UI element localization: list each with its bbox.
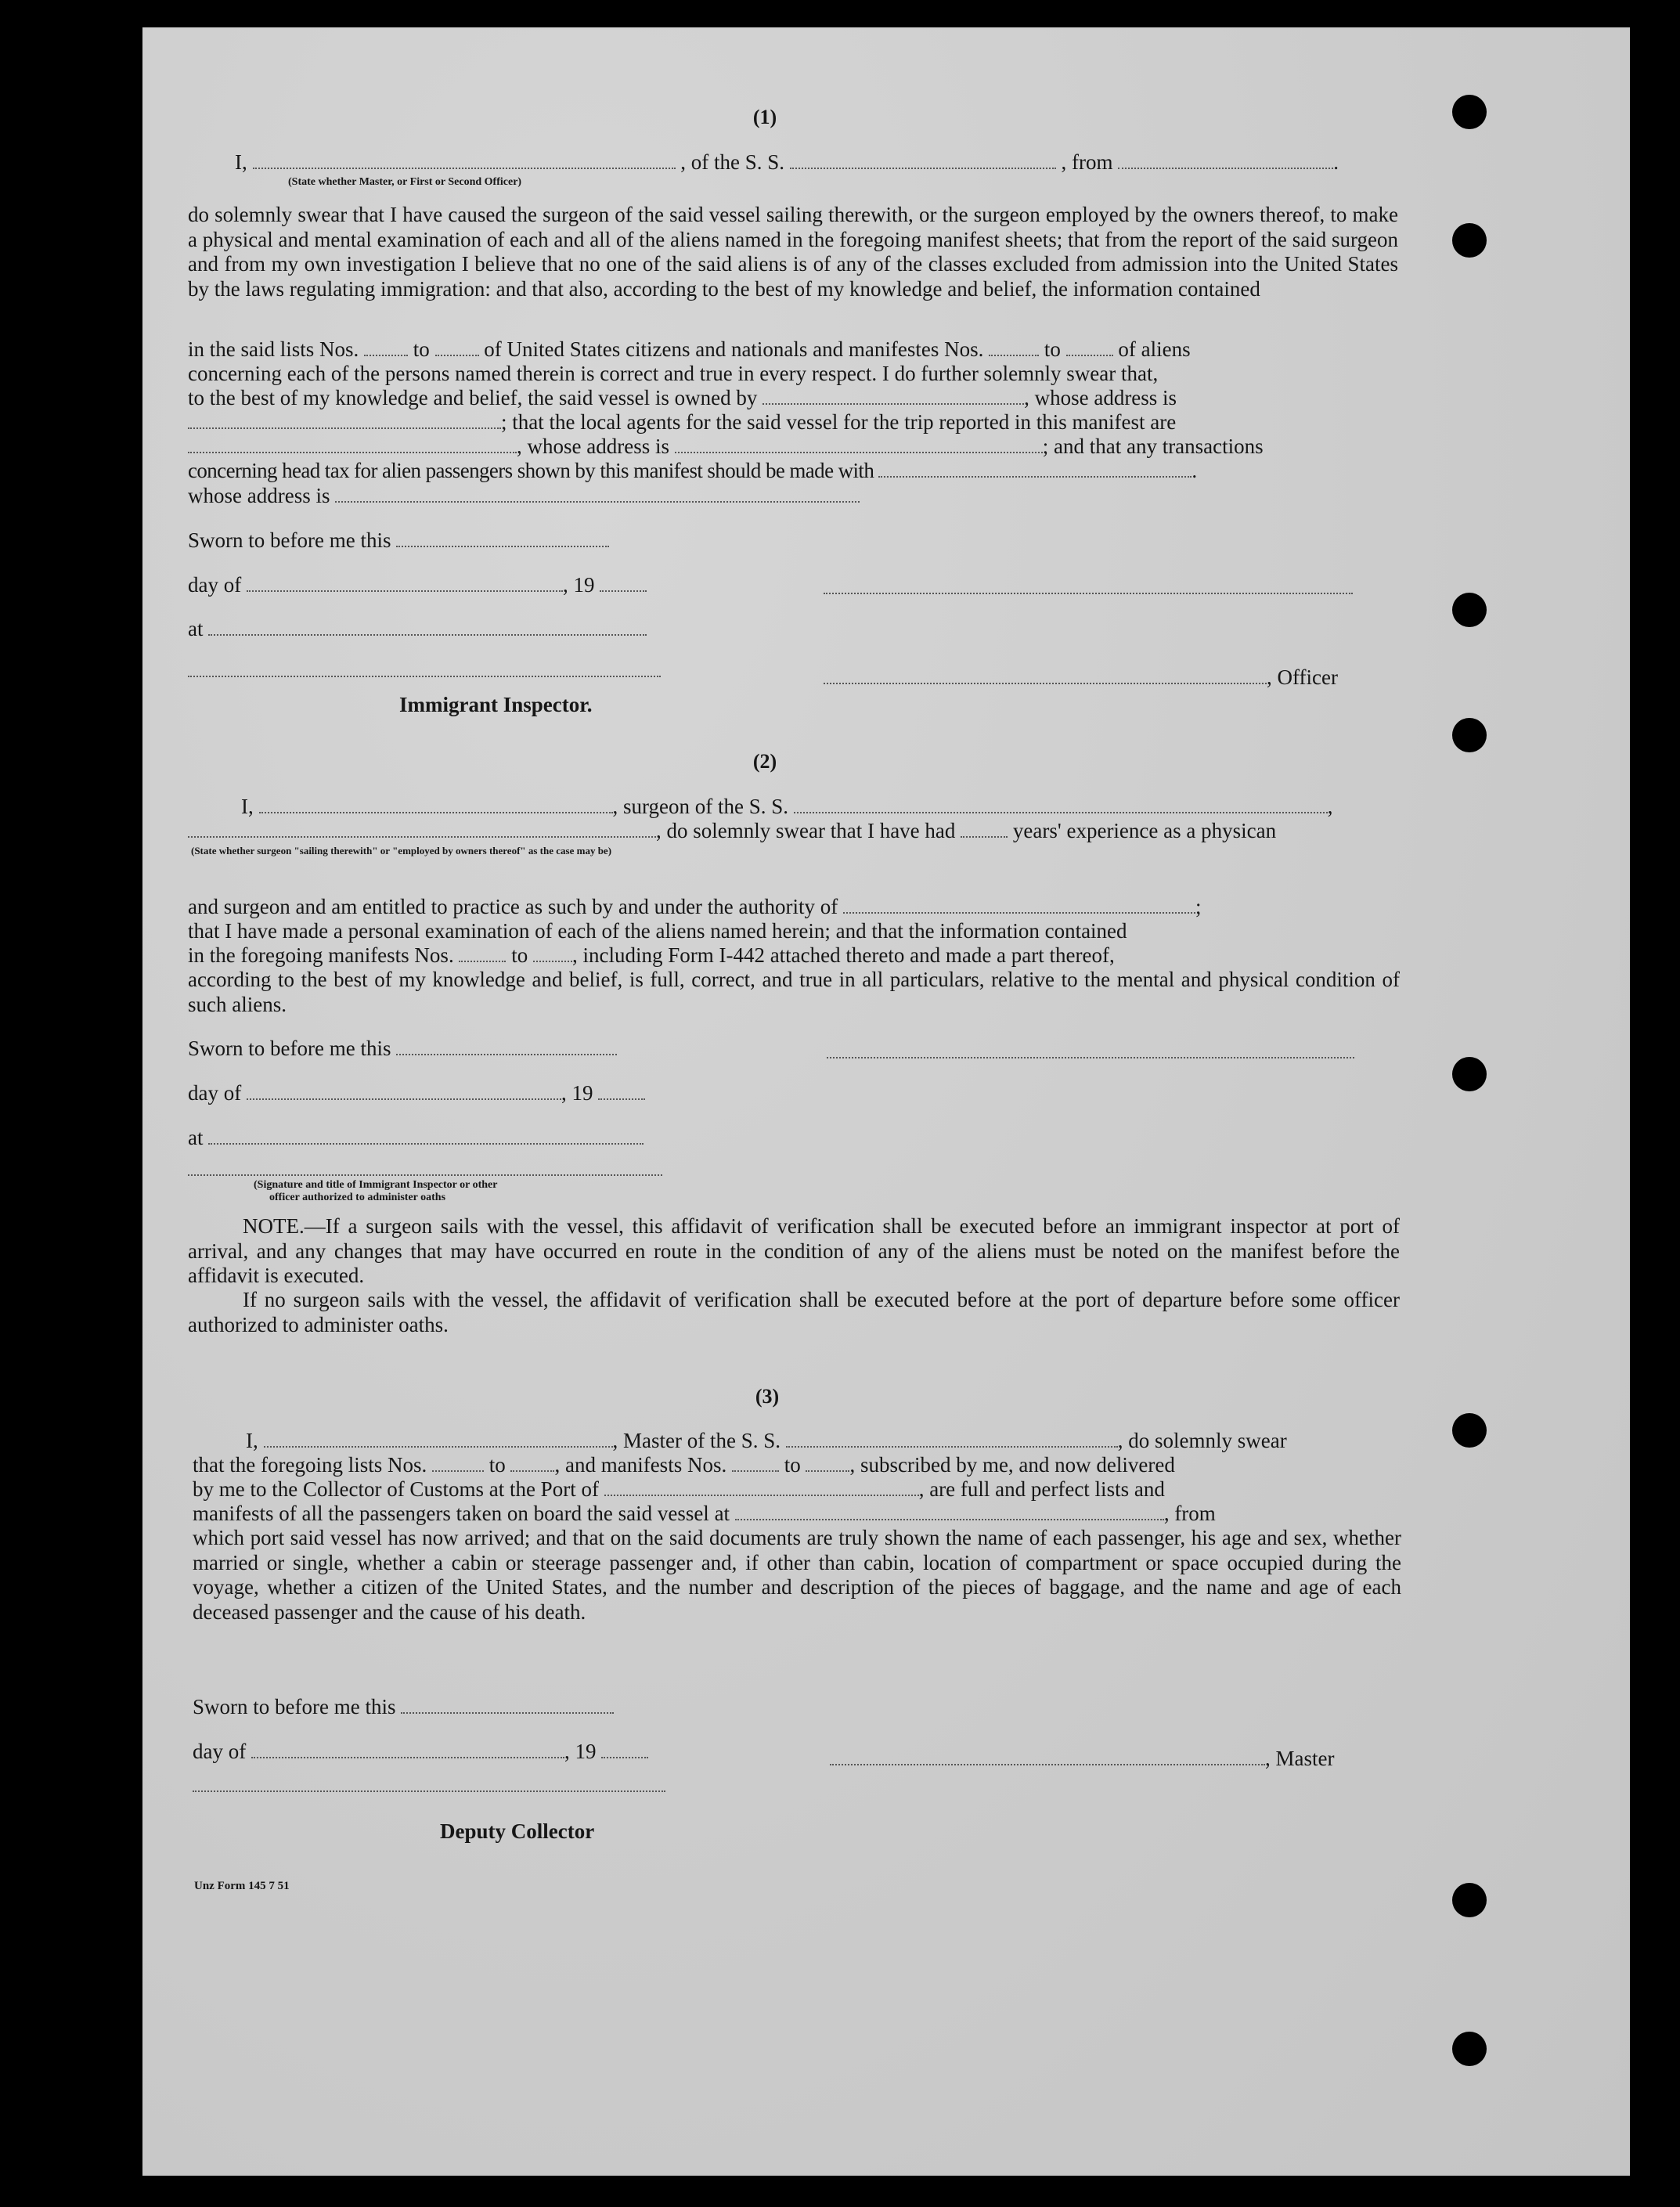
- s2-at-field[interactable]: [208, 1126, 644, 1145]
- s2-line-2: , do solemnly swear that I have had years' experience as a physican: [188, 819, 1276, 843]
- s1-vessel-name-field[interactable]: [790, 150, 1056, 169]
- s1-at: at: [188, 617, 647, 641]
- s1-day-of: day of , 19: [188, 573, 647, 597]
- s3-manifests-to-field[interactable]: [806, 1453, 849, 1472]
- punch-hole: [1452, 1057, 1487, 1091]
- s3-year-field[interactable]: [601, 1740, 648, 1758]
- section-3-number: (3): [755, 1385, 780, 1408]
- s1-agents-field[interactable]: [188, 435, 517, 453]
- s2-row-auth: and surgeon and am entitled to practice as such by and under the authority of ;: [188, 895, 1202, 918]
- s1-of-ss-label: , of the S. S.: [680, 150, 785, 174]
- s2-day-of: day of , 19: [188, 1081, 645, 1105]
- s1-i-label: I,: [235, 150, 247, 174]
- s1-sworn: Sworn to before me this: [188, 528, 609, 553]
- s1-from-port-field[interactable]: [1118, 150, 1333, 169]
- punch-hole: [1452, 718, 1487, 752]
- punch-hole: [1452, 1883, 1487, 1917]
- s2-sig-note-2: officer authorized to administer oaths: [269, 1192, 446, 1203]
- s3-sworn-date-field[interactable]: [401, 1695, 614, 1714]
- s1-officer-note: (State whether Master, or First or Second Officer): [288, 176, 522, 188]
- punch-hole: [1452, 223, 1487, 258]
- s1-body-a: do solemnly swear that I have caused the surgeon of the said vessel sailing therewith, or the surgeon employed by the owners thereof, to make a physical and mental examination of each and all of the aliens named in the foregoing manifest sheets; that from the report of the said surgeon and from my own investigation I believe that no one of the said aliens is of any of the classes excluded from admission into the United States by the laws regulating immigration: and that also, according to the best of my knowledge and belief, the information contained: [188, 203, 1398, 301]
- s2-surgeon-type-field[interactable]: [188, 819, 656, 838]
- s3-collector-label: Deputy Collector: [440, 1819, 595, 1843]
- s2-year-field[interactable]: [598, 1081, 645, 1100]
- s1-inspector-label: Immigrant Inspector.: [399, 693, 593, 716]
- form-sheet: [142, 27, 1630, 2176]
- s1-officer-signature: , Officer: [824, 665, 1338, 690]
- s1-officer-signature-line[interactable]: [824, 665, 1267, 684]
- s1-officer-title-field[interactable]: [253, 150, 676, 169]
- s3-row-lists: that the foregoing lists Nos. to , and manifests Nos. to , subscribed by me, and now delivered: [193, 1453, 1175, 1477]
- s3-sworn: Sworn to before me this: [193, 1695, 614, 1719]
- punch-hole: [1452, 95, 1487, 129]
- s1-row-last: whose address is: [188, 484, 860, 508]
- s1-officer-signature-top-line[interactable]: [824, 591, 1353, 594]
- s2-note-p1: NOTE.—If a surgeon sails with the vessel, this affidavit of verification shall be executed before an immigrant inspector at port of arrival, and any changes that may have occurred en route in the condition of any of the aliens must be noted on the manifest before the affidavit is executed.: [188, 1214, 1400, 1287]
- s3-port-field[interactable]: [604, 1477, 919, 1496]
- s2-years-field[interactable]: [961, 819, 1008, 838]
- s1-agents-address-field[interactable]: [675, 435, 1043, 453]
- s2-inspector-signature-line[interactable]: [188, 1173, 662, 1176]
- s1-manifests-from-field[interactable]: [989, 337, 1039, 356]
- s3-line-1: I, , Master of the S. S. , do solemnly swear: [246, 1429, 1287, 1452]
- s3-collector-signature-line[interactable]: [193, 1789, 665, 1792]
- s3-body: which port said vessel has now arrived; and that on the said documents are truly shown the name of each passenger, his age and sex, whether married or single, whether a cabin or steerage passenger and, if other than cabin, location of compartment or space occupied during the voyage, whether a citizen of the United States, and the number and description of the pieces of baggage, and the name and age of each deceased passenger and the cause of his death.: [193, 1526, 1401, 1624]
- s2-note-p2: If no surgeon sails with the vessel, the affidavit of verification shall be executed before at the port of departure before some officer authorized to administer oaths.: [188, 1288, 1400, 1336]
- s1-from-label: , from: [1061, 150, 1113, 174]
- punch-hole: [1452, 1413, 1487, 1448]
- s3-row-manifests: manifests of all the passengers taken on board the said vessel at , from: [193, 1502, 1216, 1525]
- s1-inspector-signature-line[interactable]: [188, 674, 661, 677]
- s1-sworn-date-field[interactable]: [396, 528, 609, 547]
- s1-lists-to-field[interactable]: [435, 337, 479, 356]
- s1-manifests-to-field[interactable]: [1066, 337, 1113, 356]
- s3-row-port: by me to the Collector of Customs at the Port of , are full and perfect lists and: [193, 1477, 1165, 1501]
- s1-row-whose: , whose address is ; and that any transactions: [188, 435, 1264, 459]
- s2-sworn-date-field[interactable]: [396, 1037, 617, 1055]
- s2-line-1: I, , surgeon of the S. S. ,: [241, 795, 1333, 818]
- s2-authority-field[interactable]: [843, 895, 1195, 914]
- s1-owner-address-field[interactable]: [188, 410, 501, 429]
- s3-lists-from-field[interactable]: [432, 1453, 484, 1472]
- s1-headtax-field[interactable]: [878, 459, 1192, 478]
- s2-day-of-field[interactable]: [247, 1081, 561, 1100]
- punch-hole: [1452, 593, 1487, 627]
- s1-row-agents: ; that the local agents for the said vessel for the trip reported in this manifest are: [188, 410, 1176, 435]
- s3-master-name-field[interactable]: [264, 1429, 613, 1448]
- punch-hole: [1452, 2032, 1487, 2066]
- s2-surgeon-note: (State whether surgeon "sailing therewith" or "employed by owners thereof" as the case may be): [191, 845, 612, 856]
- section-1-number: (1): [752, 106, 777, 128]
- s2-sig-note-1: (Signature and title of Immigrant Inspector or other: [254, 1179, 498, 1191]
- s2-body-b: according to the best of my knowledge and belief, is full, correct, and true in all particulars, relative to the mental and physical condition of such aliens.: [188, 968, 1400, 1016]
- s1-row-headtax: concerning head tax for alien passengers shown by this manifest should be made with .: [188, 459, 1197, 482]
- s2-sworn: Sworn to before me this: [188, 1037, 617, 1061]
- s1-at-field[interactable]: [208, 617, 647, 636]
- s1-year-field[interactable]: [600, 573, 647, 592]
- s3-manifests-from-field[interactable]: [732, 1453, 779, 1472]
- s1-headtax-address-field[interactable]: [335, 484, 860, 503]
- s2-manifests-from-field[interactable]: [459, 943, 506, 962]
- s1-line-1: I, , of the S. S. , from .: [235, 150, 1339, 174]
- section-2-number: (2): [752, 750, 777, 773]
- s1-lists-from-field[interactable]: [364, 337, 408, 356]
- s2-row-exam: that I have made a personal examination of each of the aliens named herein; and that the information contained: [188, 919, 1127, 943]
- s2-manifests-to-field[interactable]: [533, 943, 572, 962]
- s2-surgeon-name-field[interactable]: [259, 795, 613, 813]
- s1-row-lists: in the said lists Nos. to of United States citizens and nationals and manifestes Nos. to of aliens: [188, 337, 1191, 361]
- s3-lists-to-field[interactable]: [510, 1453, 554, 1472]
- s1-row-concerning: concerning each of the persons named therein is correct and true in every respect. I do further solemnly swear that,: [188, 362, 1159, 385]
- s3-master-signature-line[interactable]: [830, 1747, 1265, 1765]
- s3-day-of-field[interactable]: [251, 1740, 564, 1758]
- s2-surgeon-signature-line[interactable]: [827, 1055, 1354, 1058]
- s1-row-owned: to the best of my knowledge and belief, the said vessel is owned by , whose address is: [188, 386, 1177, 409]
- s1-owner-field[interactable]: [762, 386, 1024, 405]
- s3-vessel-name-field[interactable]: [786, 1429, 1118, 1448]
- s2-row-manifests: in the foregoing manifests Nos. to , including Form I-442 attached thereto and made a part thereof,: [188, 943, 1115, 967]
- s3-master-signature: , Master: [830, 1747, 1334, 1771]
- form-id: Unz Form 145 7 51: [194, 1880, 290, 1892]
- s2-vessel-name-field[interactable]: [794, 795, 1328, 813]
- s1-day-of-field[interactable]: [247, 573, 563, 592]
- s3-day-of: day of , 19: [193, 1740, 648, 1764]
- s2-at: at: [188, 1126, 644, 1150]
- s3-boarded-at-field[interactable]: [735, 1502, 1164, 1520]
